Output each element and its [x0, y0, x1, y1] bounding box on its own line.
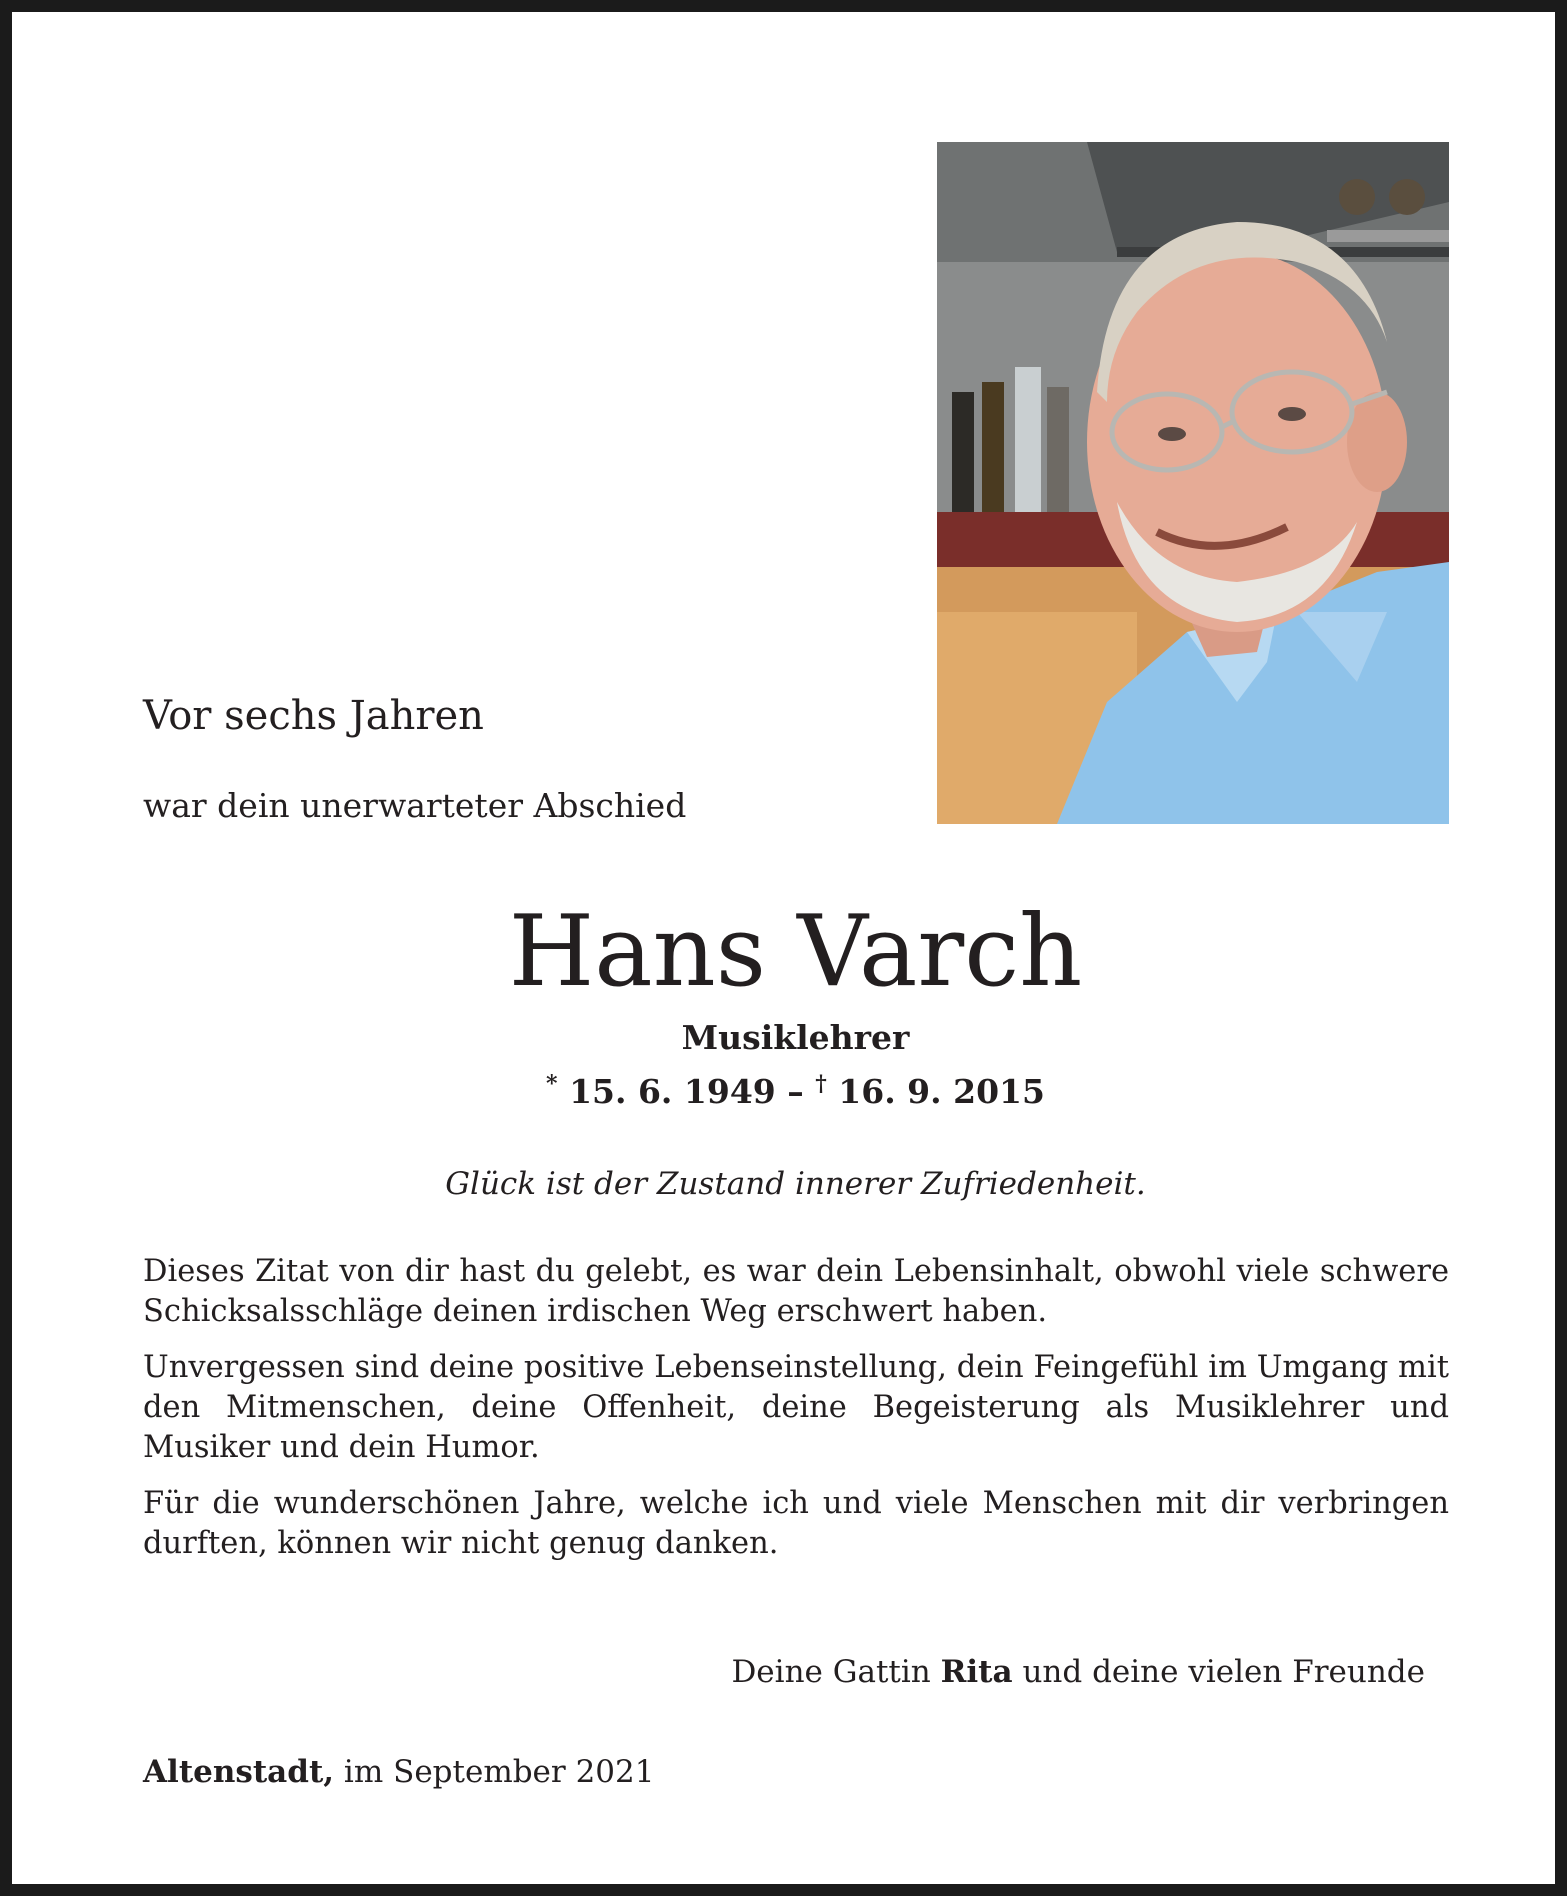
life-dates — [12, 1062, 1567, 1114]
signature-prefix: Deine Gattin — [731, 1654, 931, 1690]
death-symbol: † — [815, 1071, 827, 1097]
birth-date: 15. 6. 1949 — [569, 1072, 776, 1111]
paragraph-1: Dieses Zitat von dir hast du gelebt, es war dein Lebensinhalt, obwohl viele schwere Schicksalsschläge deinen irdischen Weg erschwert haben. — [143, 1254, 1449, 1329]
signature-name: Rita — [940, 1654, 1013, 1690]
closing-place: Altenstadt, — [143, 1754, 335, 1790]
death-date: 16. 9. 2015 — [838, 1072, 1045, 1111]
motto-quote: Glück ist der Zustand innerer Zufriedenheit. — [445, 1166, 1146, 1202]
birth-symbol: * — [546, 1071, 558, 1097]
deceased-name: Hans Varch — [508, 895, 1083, 1009]
signature-suffix: und deine vielen Freunde — [1022, 1654, 1425, 1690]
portrait-illustration — [937, 142, 1449, 824]
place-and-date — [143, 1750, 654, 1794]
obituary-text — [143, 1252, 1449, 1580]
portrait-photo — [937, 142, 1449, 824]
paragraph-3: Für die wunderschönen Jahre, welche ich und viele Menschen mit dir verbringen durften, können wir nicht genug danken. — [143, 1486, 1449, 1561]
deceased-profession: Musiklehrer — [681, 1018, 910, 1057]
signature-line — [731, 1650, 1425, 1694]
paragraph-2: Unvergessen sind deine positive Lebenseinstellung, dein Feingefühl im Umgang mit den Mitmenschen, deine Offenheit, deine Begeisterung als Musiklehrer und Musiker und dein Humor. — [143, 1350, 1449, 1465]
closing-date: im September 2021 — [343, 1754, 655, 1790]
intro-line-2: war dein unerwarteter Abschied — [143, 786, 687, 825]
intro-line-1: Vor sechs Jahren — [143, 693, 484, 739]
date-separator: – — [787, 1072, 804, 1111]
